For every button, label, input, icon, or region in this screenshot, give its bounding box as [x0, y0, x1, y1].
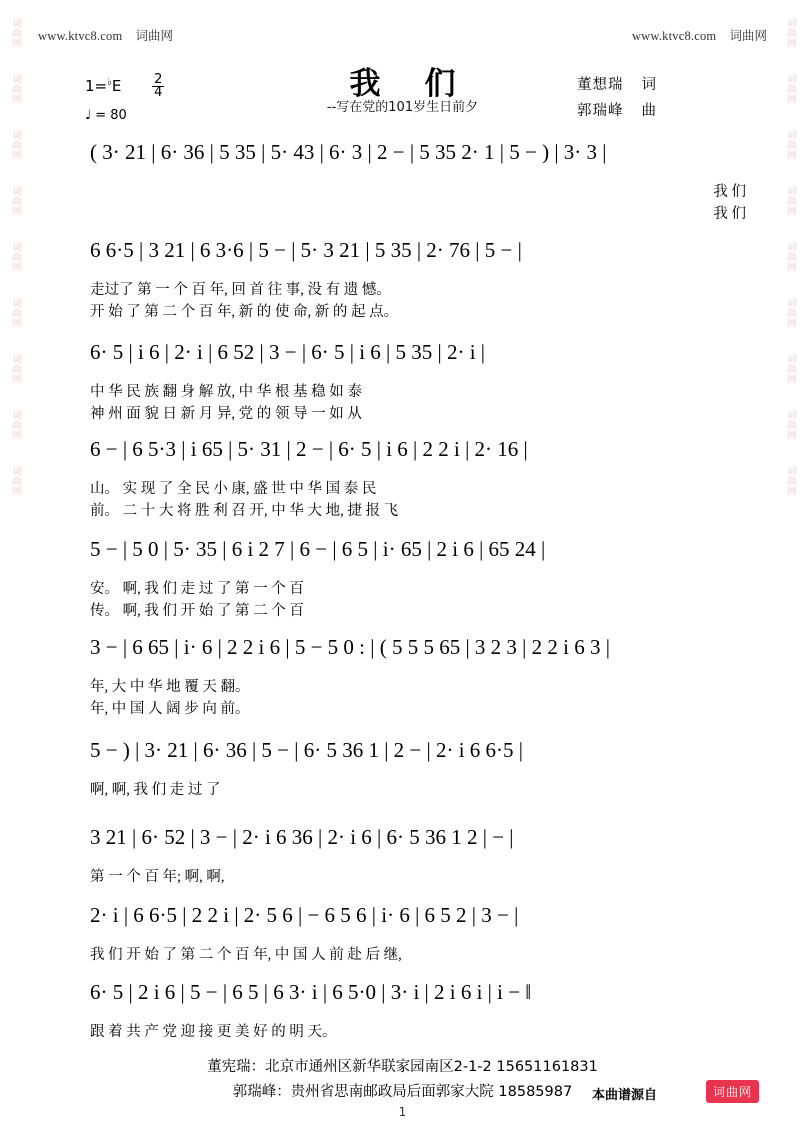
song-subtitle: --写在党的101岁生日前夕: [326, 100, 479, 115]
lyrics-line-verse1: 走过了 第 一 个 百 年, 回 首 往 事, 没 有 遗 憾。: [90, 282, 391, 298]
watermark-tile: 词曲网: [10, 298, 21, 328]
sheet-music-page: [30, 0, 775, 1133]
footer-line-composer: 郭瑞峰：贵州省思南邮政局后面郭家大院 18585987: [232, 1084, 573, 1100]
credit-row-lyricist: [577, 72, 757, 98]
music-system-9: [90, 903, 770, 965]
brand-badge[interactable]: 词曲网: [706, 1080, 759, 1103]
watermark-column-left: [2, 0, 28, 1133]
lyrics-line-verse2: 传。 啊, 我 们 开 始 了 第 二 个 百: [90, 603, 304, 619]
header-name-left: 词曲网: [135, 28, 174, 43]
music-system-2: [90, 238, 770, 322]
lyricist-name: 董想瑞: [577, 77, 624, 93]
notes-line: 5 − ) | 3· 21 | 6· 36 | 5 − | 6· 5 36 1 | 2 − | 2· i 6 6·5 |: [90, 738, 524, 762]
watermark-tile: 词曲网: [10, 186, 21, 216]
key-signature: [85, 74, 164, 99]
key-note: E: [111, 77, 122, 95]
page-number: 1: [398, 1105, 407, 1119]
key-label: 1=: [85, 77, 108, 95]
composer-name: 郭瑞峰: [577, 103, 624, 119]
contact-footer: [30, 1055, 775, 1105]
credit-row-composer: [577, 98, 757, 124]
song-title: 我们: [349, 66, 500, 102]
lyrics-line-verse1: 我 们: [713, 184, 746, 200]
watermark-tile: 词曲网: [10, 354, 21, 384]
tempo-marking: ♩ = 80: [85, 108, 127, 123]
meter-denominator: 4: [154, 85, 163, 100]
notes-line: ( 3· 21 | 6· 36 | 5 35 | 5· 43 | 6· 3 | 2 − | 5 35 2· 1 | 5 − ) | 3· 3 |: [90, 140, 607, 164]
watermark-tile: 词曲网: [785, 410, 796, 440]
music-system-4: [90, 437, 770, 521]
time-signature: [152, 74, 164, 99]
music-system-1: [90, 140, 770, 224]
meter-numerator: 2: [154, 72, 163, 87]
watermark-tile: 词曲网: [10, 74, 21, 104]
lyrics-line-verse1: 我 们 开 始 了 第 二 个 百 年, 中 国 人 前 赴 后 继,: [90, 947, 402, 963]
lyrics-line-verse2: 前。 二 十 大 将 胜 利 召 开, 中 华 大 地, 捷 报 飞: [90, 503, 399, 519]
watermark-tile: 词曲网: [785, 74, 796, 104]
page-header: [38, 26, 767, 44]
watermark-column-right: [777, 0, 803, 1133]
lyrics-line-verse2: 神 州 面 貌 日 新 月 异, 党 的 领 导 一 如 从: [90, 406, 362, 422]
header-name-right: 词曲网: [729, 28, 767, 43]
music-system-5: [90, 537, 770, 621]
header-site-right: www.ktvc8.com: [631, 29, 717, 43]
watermark-tile: 词曲网: [10, 410, 21, 440]
watermark-tile: 词曲网: [10, 130, 21, 160]
notes-line: 6 − | 6 5·3 | i 65 | 5· 31 | 2 − | 6· 5 | i 6 | 2 2 i | 2· 16 |: [90, 437, 528, 461]
watermark-tile: 词曲网: [10, 466, 21, 496]
music-system-8: [90, 825, 770, 887]
notes-line: 6 6·5 | 3 21 | 6 3·6 | 5 − | 5· 3 21 | 5 35 | 2· 76 | 5 − |: [90, 238, 522, 262]
lyrics-line-verse1: 中 华 民 族 翻 身 解 放, 中 华 根 基 稳 如 泰: [90, 384, 362, 400]
watermark-tile: 词曲网: [785, 186, 796, 216]
watermark-tile: 词曲网: [785, 242, 796, 272]
notes-line: 3 − | 6 65 | i· 6 | 2 2 i 6 | 5 − 5 0 : | ( 5 5 5 65 | 3 2 3 | 2 2 i 6 3 |: [90, 635, 610, 659]
composer-role: 曲: [641, 103, 656, 119]
footer-line-lyricist: 董宪瑞：北京市通州区新华联家园南区2-1-2 15651161831: [207, 1059, 598, 1075]
notes-line: 2· i | 6 6·5 | 2 2 i | 2· 5 6 | − 6 5 6 | i· 6 | 6 5 2 | 3 − |: [90, 903, 519, 927]
music-system-10: [90, 980, 770, 1042]
music-system-6: [90, 635, 770, 719]
lyrics-line-verse2: 开 始 了 第 二 个 百 年, 新 的 使 命, 新 的 起 点。: [90, 304, 399, 320]
lyrics-line-verse1: 年, 大 中 华 地 覆 天 翻。: [90, 679, 250, 695]
notes-line: 5 − | 5 0 | 5· 35 | 6 i 2 7 | 6 − | 6 5 | i· 65 | 2 i 6 | 65 24 |: [90, 537, 546, 561]
lyrics-line-verse2: 我 们: [713, 206, 746, 222]
lyrics-line-verse1: 啊, 啊, 我 们 走 过 了: [90, 782, 221, 798]
notes-line: 3 21 | 6· 52 | 3 − | 2· i 6 36 | 2· i 6 | 6· 5 36 1 2 | − |: [90, 825, 514, 849]
music-system-3: [90, 340, 770, 424]
watermark-tile: 词曲网: [785, 298, 796, 328]
key-accidental: ♭: [107, 77, 112, 88]
notes-line: 6· 5 | 2 i 6 | 5 − | 6 5 | 6 3· i | 6 5·0 | 3· i | 2 i 6 i | i − ‖: [90, 980, 532, 1004]
lyrics-line-verse1: 第 一 个 百 年; 啊, 啊,: [90, 869, 225, 885]
lyrics-line-verse1: 安。 啊, 我 们 走 过 了 第 一 个 百: [90, 581, 304, 597]
credits-block: [577, 72, 757, 124]
watermark-tile: 词曲网: [10, 242, 21, 272]
watermark-tile: 词曲网: [785, 130, 796, 160]
watermark-tile: 词曲网: [785, 466, 796, 496]
watermark-tile: 词曲网: [10, 18, 21, 48]
music-system-7: [90, 738, 770, 800]
lyrics-line-verse1: 山。 实 现 了 全 民 小 康, 盛 世 中 华 国 泰 民: [90, 481, 377, 497]
lyrics-line-verse2: 年, 中 国 人 阔 步 向 前。: [90, 701, 250, 717]
lyricist-role: 词: [641, 77, 656, 93]
notes-line: 6· 5 | i 6 | 2· i | 6 52 | 3 − | 6· 5 | i 6 | 5 35 | 2· i |: [90, 340, 485, 364]
watermark-tile: 词曲网: [785, 18, 796, 48]
source-label: 本曲谱源自: [591, 1088, 657, 1103]
watermark-tile: 词曲网: [785, 354, 796, 384]
lyrics-line-verse1: 跟 着 共 产 党 迎 接 更 美 好 的 明 天。: [90, 1024, 337, 1040]
header-site-left: www.ktvc8.com: [38, 29, 123, 43]
